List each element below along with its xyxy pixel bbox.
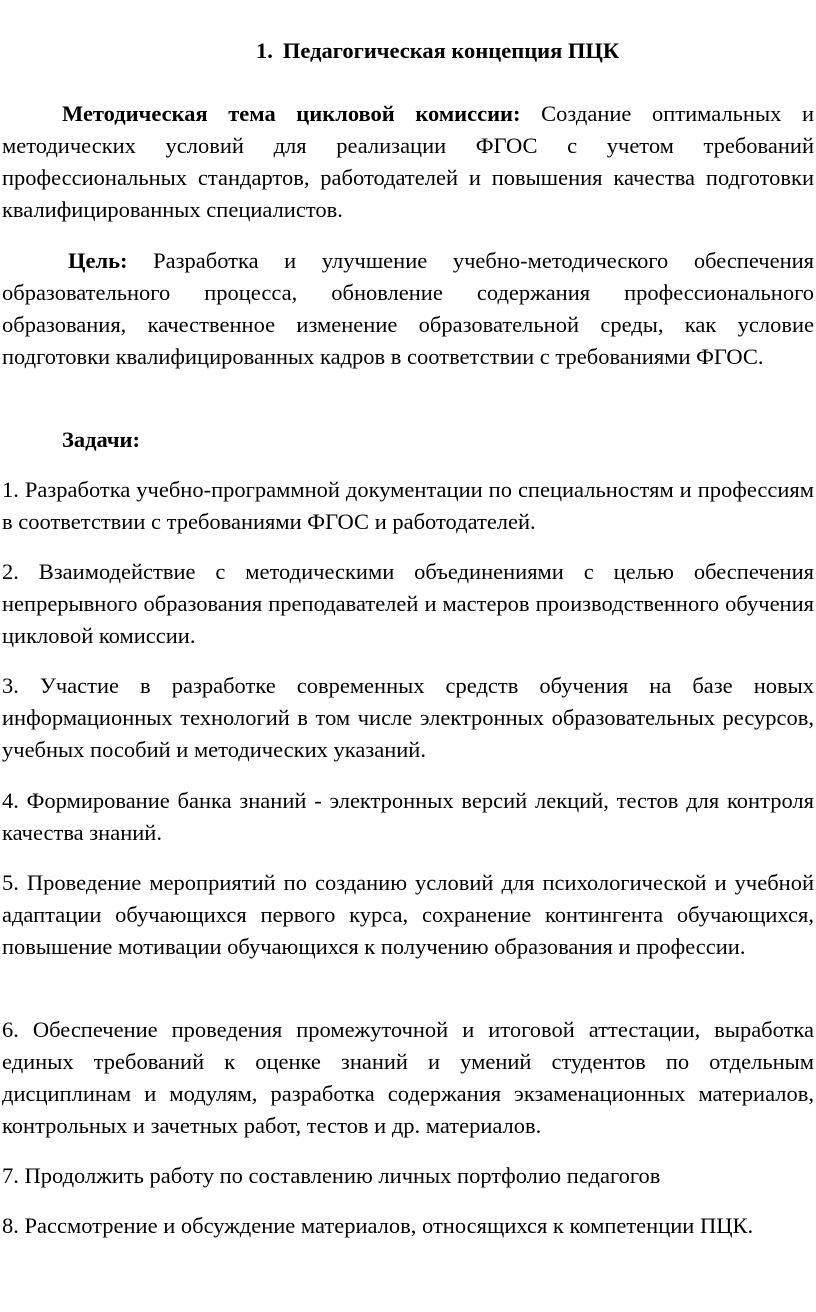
goal-label: Цель: <box>68 248 128 273</box>
task-item-1: 1. Разработка учебно-программной документации по специальностям и профессиям в соответствии с требованиями ФГОС и работодателей. <box>2 477 814 534</box>
task-item-6: 6. Обеспечение проведения промежуточной и итоговой аттестации, выработка единых требований к оценке знаний и умений студентов по отдельным дисциплинам и модулям, разработка содержания экзаменационных материалов, контрольных и зачетных работ, тестов и др. материалов. <box>2 1017 814 1138</box>
task-item-4: 4. Формирование банка знаний - электронных версий лекций, тестов для контроля качества знаний. <box>2 788 814 845</box>
task-item-2: 2. Взаимодействие с методическими объединениями с целью обеспечения непрерывного образования преподавателей и мастеров производственного обучения цикловой комиссии. <box>2 559 814 648</box>
goal-text: Разработка и улучшение учебно-методического обеспечения образовательного процесса, обновление содержания профессионального образования, качественное изменение образовательной среды, как условие подготовки квалифицированных кадров в соответствии с требованиями ФГОС. <box>2 248 815 369</box>
goal-paragraph <box>2 245 814 373</box>
methodical-theme-paragraph <box>2 98 814 226</box>
section-number: 1. <box>256 38 273 63</box>
section-title-text: Педагогическая концепция ПЦК <box>282 38 620 63</box>
tasks-heading: Задачи: <box>62 427 141 452</box>
methodical-theme-text: Создание оптимальных и методических условий для реализации ФГОС с учетом требований профессиональных стандартов, работодателей и повышения качества подготовки квалифицированных специалистов. <box>2 101 814 222</box>
methodical-theme-label: Методическая тема цикловой комиссии: <box>62 101 521 126</box>
task-item-5: 5. Проведение мероприятий по созданию условий для психологической и учебной адаптации обучающихся первого курса, сохранение контингента обучающихся, повышение мотивации обучающихся к получению образования и профессии. <box>2 870 814 959</box>
task-item-7: 7. Продолжить работу по составлению личных портфолио педагогов <box>2 1163 661 1188</box>
task-item-8: 8. Рассмотрение и обсуждение материалов, относящихся к компетенции ПЦК. <box>2 1213 754 1238</box>
section-title <box>256 35 619 67</box>
task-item-3: 3. Участие в разработке современных средств обучения на базе новых информационных технологий в том числе электронных образовательных ресурсов, учебных пособий и методических указаний. <box>2 673 814 762</box>
